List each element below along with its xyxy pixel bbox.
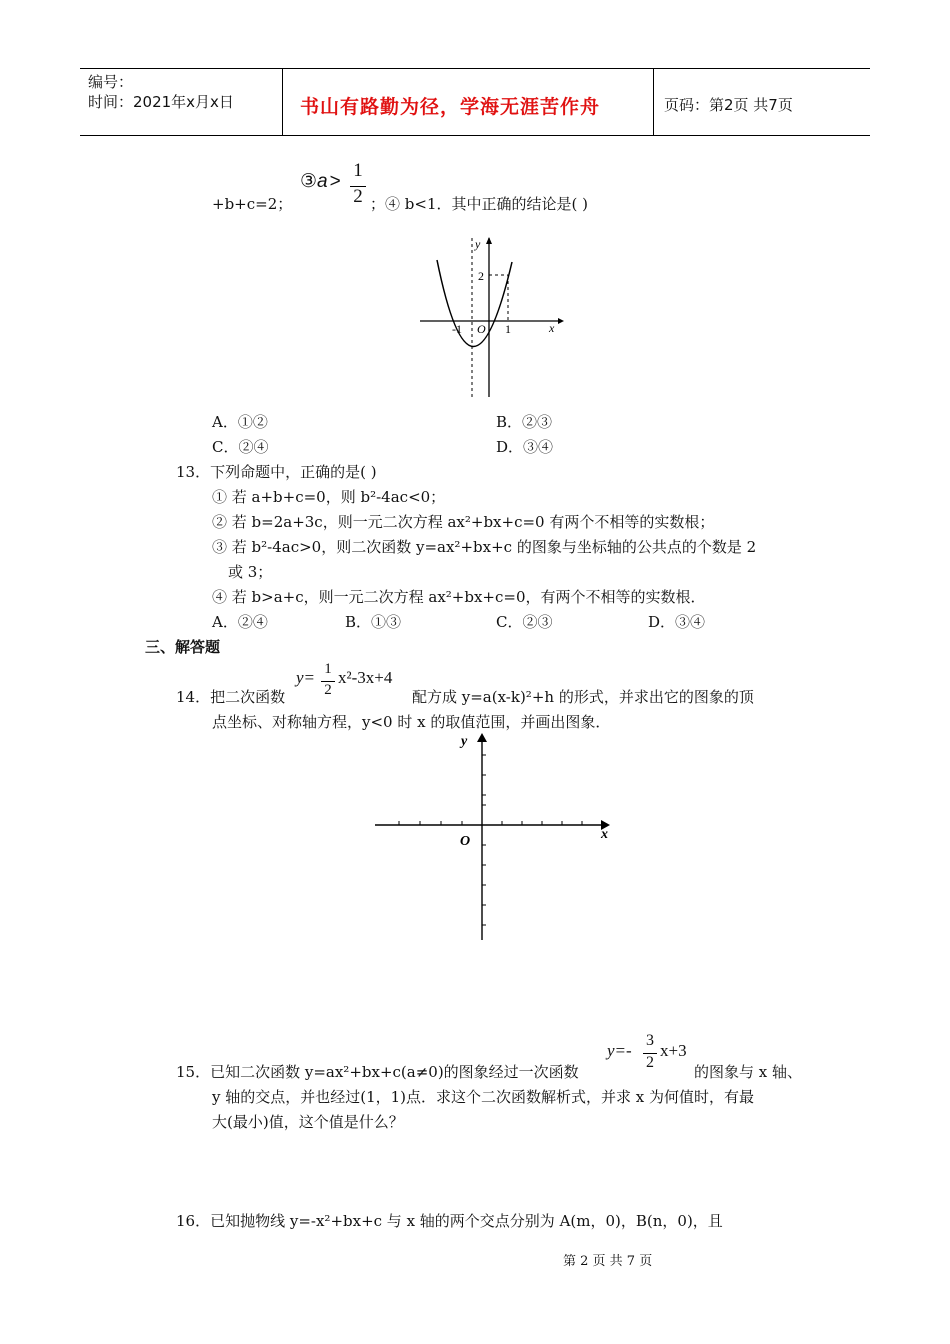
q15-prefix: 15．已知二次函数 y=ax²+bx+c(a≠0)的图象经过一次函数	[176, 1063, 579, 1081]
q12-option-c: C．②④	[212, 438, 269, 456]
q12-cond-prefix: ③	[300, 171, 318, 192]
q16-line-1: 16．已知抛物线 y=-x²+bx+c 与 x 轴的两个交点分别为 A(m，0)，B(n，0)，且	[176, 1212, 723, 1230]
q12-frac-num: 1	[353, 160, 363, 181]
q14-empty-axes	[372, 730, 617, 945]
header-divider-right	[653, 68, 654, 136]
q13-stem: 13．下列命题中，正确的是( )	[176, 463, 377, 481]
q12-cond-gt: >	[329, 171, 341, 192]
q12-label-x: x	[549, 321, 555, 335]
q13-option-a: A．②④	[212, 613, 268, 631]
q13-statement-3-cont: 或 3；	[228, 563, 273, 581]
q14-frac-num: 1	[324, 661, 332, 677]
q14-formula-rest: x²-3x+4	[338, 668, 393, 687]
q15-frac-den: 2	[646, 1054, 654, 1071]
q12-line-tail: ；④ b<1．其中正确的结论是( )	[370, 195, 588, 213]
q12-parabola-curve	[437, 260, 512, 347]
q15-formula-rest: x+3	[660, 1041, 687, 1060]
q13-option-c: C．②③	[496, 613, 553, 631]
q14-frac-den: 2	[324, 682, 332, 698]
q13-option-b: B．①③	[345, 613, 402, 631]
q12-line: +b+c=2；	[212, 195, 293, 213]
q13-statement-3: ③ 若 b²-4ac>0，则二次函数 y=ax²+bx+c 的图象与坐标轴的公共点的个数是 2	[212, 538, 757, 556]
q14-label-y: y	[461, 734, 468, 749]
q12-label-y: y	[475, 237, 481, 251]
q12-label-minus1: -1	[452, 322, 462, 336]
q15-suffix: 的图象与 x 轴、	[694, 1063, 802, 1081]
q14-label-x: x	[601, 827, 608, 842]
q12-condition-3	[300, 170, 341, 193]
q13-statement-2: ② 若 b=2a+3c，则一元二次方程 ax²+bx+c=0 有两个不相等的实数根；	[212, 513, 715, 531]
q14-y-arrow	[477, 733, 487, 742]
q15-line-3: 大(最小)值，这个值是什么？	[212, 1113, 404, 1131]
q12-frac-den: 2	[353, 186, 363, 207]
q15-line-2: y 轴的交点，并也经过(1，1)点．求这个二次函数解析式，并求 x 为何值时，有最	[212, 1088, 755, 1106]
page-footer: 第 2 页 共 7 页	[563, 1254, 653, 1269]
header-bottom-border	[80, 135, 870, 136]
q12-label-o: O	[477, 322, 486, 336]
header-motto: 书山有路勤为径，学海无涯苦作舟	[300, 96, 601, 118]
q12-parabola-graph	[415, 232, 565, 402]
header-top-border	[80, 68, 870, 69]
q13-option-d: D．③④	[648, 613, 706, 631]
section-title: 三、解答题	[145, 638, 221, 656]
q13-statement-1: ① 若 a+b+c=0，则 b²-4ac<0；	[212, 488, 446, 506]
header-divider-left	[282, 68, 283, 136]
header-code-label: 编号：	[88, 73, 134, 91]
q12-cond-var: a	[317, 171, 328, 192]
q12-x-arrow	[558, 318, 564, 324]
header-page-label: 页码：第2页 共7页	[664, 96, 793, 114]
header-time-label: 时间：2021年x月x日	[88, 93, 234, 111]
q14-suffix: 配方成 y=a(x-k)²+h 的形式，并求出它的图象的顶	[412, 688, 754, 706]
q15-frac-num: 3	[646, 1032, 654, 1049]
q15-formula-y: y=-	[607, 1041, 632, 1060]
q12-option-a: A．①②	[212, 413, 268, 431]
q12-label-2: 2	[478, 269, 484, 283]
q14-line-2: 点坐标、对称轴方程，y<0 时 x 的取值范围，并画出图象．	[212, 713, 611, 731]
q14-formula-y: y=	[296, 668, 316, 687]
q12-option-b: B．②③	[496, 413, 553, 431]
q12-option-d: D．③④	[496, 438, 554, 456]
q12-label-1: 1	[505, 322, 511, 336]
q13-statement-4: ④ 若 b>a+c，则一元二次方程 ax²+bx+c=0，有两个不相等的实数根．	[212, 588, 706, 606]
q12-y-arrow	[486, 237, 492, 244]
q14-prefix: 14．把二次函数	[176, 688, 286, 706]
q14-label-o: O	[460, 834, 471, 849]
